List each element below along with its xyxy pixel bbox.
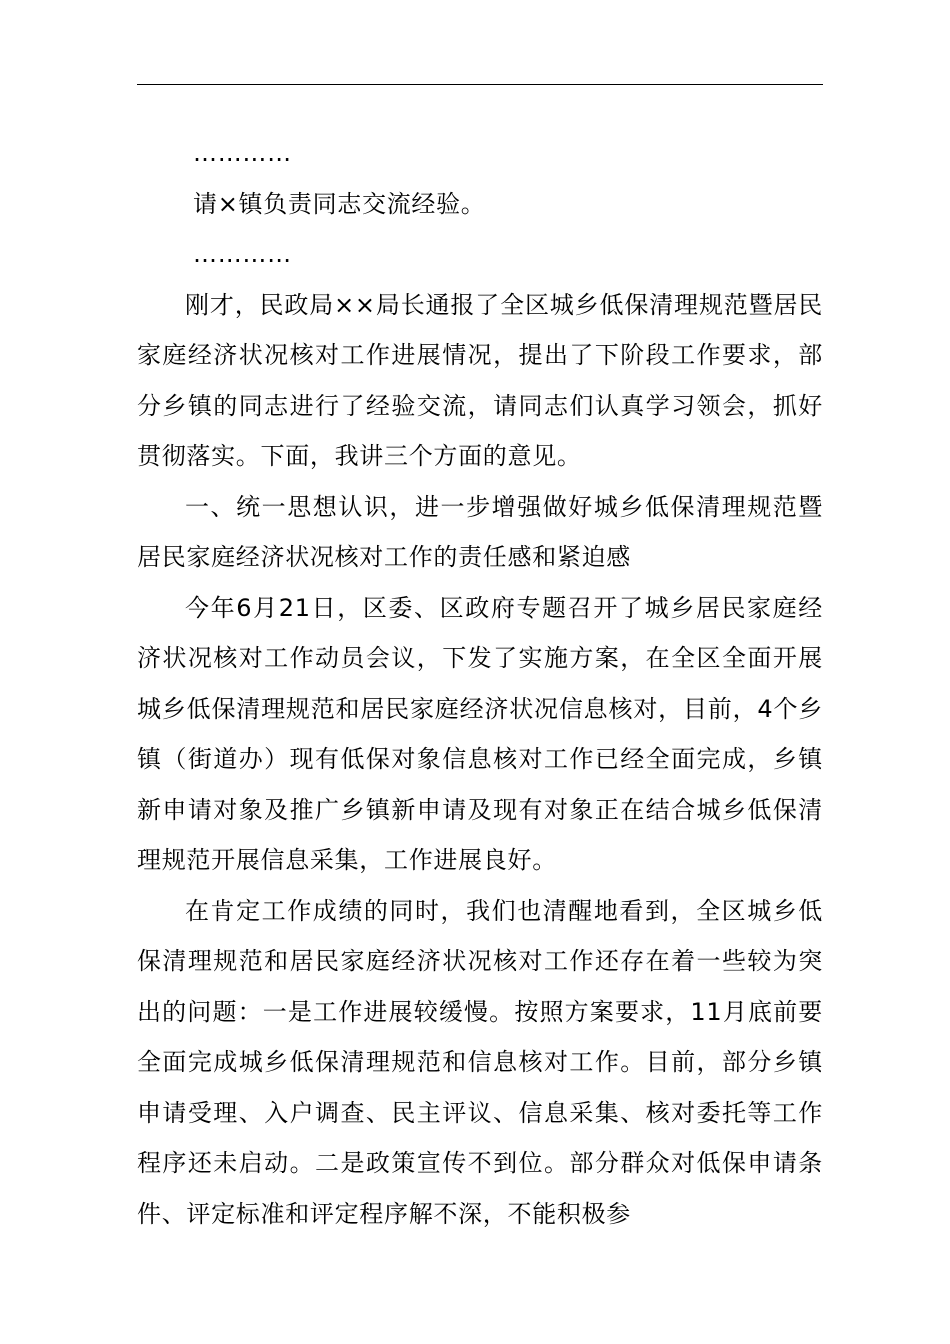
document-body (137, 128, 823, 1239)
progress-paragraph: 今年6月21日，区委、区政府专题召开了城乡居民家庭经济状况核对工作动员会议，下发了实施方案，在全区全面开展城乡低保清理规范和居民家庭经济状况信息核对，目前，4个乡镇（街道办）现有低保对象信息核对工作已经全面完成，乡镇新申请对象及推广乡镇新申请及现有对象正在结合城乡低保清理规范开展信息采集，工作进展良好。 (137, 593, 823, 874)
header-rule (137, 84, 823, 85)
ellipsis-line: ………… (193, 139, 292, 167)
ellipsis-line: ………… (193, 240, 292, 268)
problems-paragraph: 在肯定工作成绩的同时，我们也清醒地看到，全区城乡低保清理规范和居民家庭经济状况核对工作还存在着一些较为突出的问题：一是工作进展较缓慢。按照方案要求，11月底前要全面完成城乡低保清理规范和信息核对工作。目前，部分乡镇申请受理、入户调查、民主评议、信息采集、核对委托等工作程序还未启动。二是政策宣传不到位。部分群众对低保申请条件、评定标准和评定程序解不深，不能积极参 (137, 896, 823, 1228)
opening-paragraph: 刚才，民政局××局长通报了全区城乡低保清理规范暨居民家庭经济状况核对工作进展情况，提出了下阶段工作要求，部分乡镇的同志进行了经验交流，请同志们认真学习领会，抓好贯彻落实。下面，我讲三个方面的意见。 (137, 290, 823, 470)
section-heading-1: 一、统一思想认识，进一步增强做好城乡低保清理规范暨居民家庭经济状况核对工作的责任感和紧迫感 (137, 492, 823, 571)
exchange-invitation: 请×镇负责同志交流经验。 (193, 189, 486, 218)
